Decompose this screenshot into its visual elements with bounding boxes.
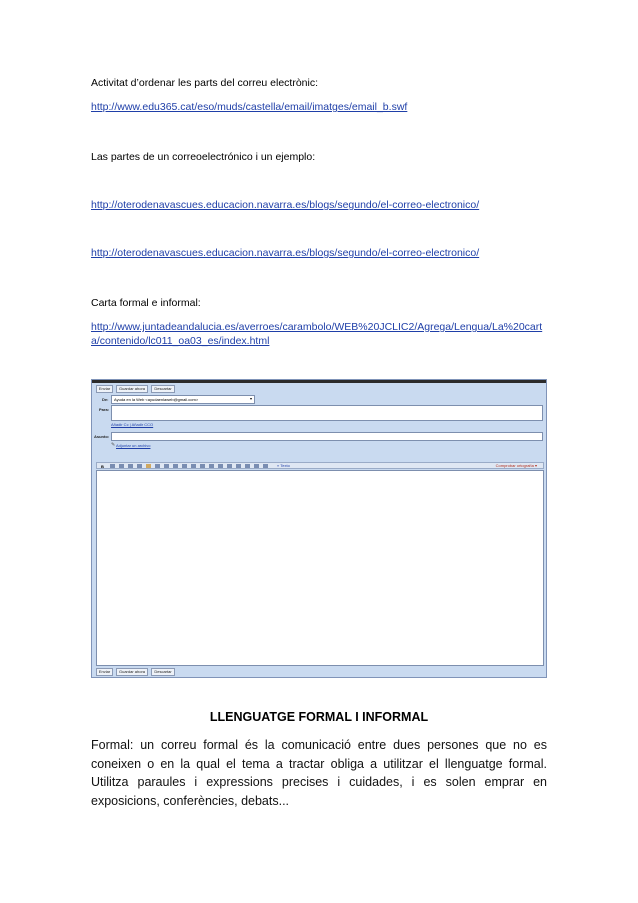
bold-icon[interactable]: B [101,464,104,469]
formal-paragraph: Formal: un correu formal és la comunicació entre dues persones que no es coneixen o en la qual el tema a tractar obliga a utilitzar el llenguatge formal. Utilitza paraules i expressions precises i cuidades, i es solen emprar en exposicions, conferències, debats... [91,738,547,808]
from-label: De: [102,397,109,402]
screenshot-top-border [92,380,546,383]
italic-icon[interactable] [110,464,115,468]
from-value: Ayuda en la Web <ayudaenlaweb@gmail.com> [114,397,199,402]
text-color-icon[interactable] [146,464,151,468]
send-button[interactable]: Enviar [96,385,113,393]
send-button-bottom[interactable]: Enviar [96,668,113,676]
from-select[interactable] [111,395,255,404]
link-juntadeandalucia[interactable]: http://www.juntadeandalucia.es/averroes/carambolo/WEB%20JCLIC2/Agrega/Lengua/La%20carta/contenido/lc011_oa03_es/index.html [91,321,543,347]
link-otero-2[interactable]: http://oterodenavascues.educacion.navarra.es/blogs/segundo/el-correo-electronico/ [91,247,480,259]
align-left-icon[interactable] [227,464,232,468]
paperclip-icon: ✎ [111,442,116,448]
bullet-list-icon[interactable] [191,464,196,468]
numbered-list-icon[interactable] [182,464,187,468]
underline-icon[interactable] [119,464,124,468]
indent-less-icon[interactable] [200,464,205,468]
spellcheck-link[interactable]: Comprobar ortografía ▾ [495,463,537,468]
chevron-down-icon: ▾ [249,396,252,401]
align-right-icon[interactable] [245,464,250,468]
section-heading: LLENGUATGE FORMAL I INFORMAL [209,710,429,724]
font-icon[interactable] [128,464,133,468]
add-cc-links[interactable]: Añadir Cc | Añadir CCO [111,422,154,427]
save-button-bottom[interactable]: Guardar ahora [116,668,148,676]
link-otero-1[interactable]: http://oterodenavascues.educacion.navarra.es/blogs/segundo/el-correo-electronico/ [91,199,480,211]
quote-icon[interactable] [218,464,223,468]
remove-format-icon[interactable] [263,464,268,468]
link-edu365[interactable]: http://www.edu365.cat/eso/muds/castella/email/imatges/email_b.swf [91,101,408,113]
email-parts-intro: Las partes de un correoelectrónico i un ejemplo: [91,151,316,163]
letter-intro: Carta formal e informal: [91,297,201,309]
rtl-icon[interactable] [254,464,259,468]
indent-more-icon[interactable] [209,464,214,468]
plain-text-link[interactable]: « Texto [277,463,290,468]
save-button[interactable]: Guardar ahora [116,385,148,393]
subject-input[interactable] [111,432,543,441]
formatting-toolbar [96,462,544,469]
activity-intro: Activitat d’ordenar les parts del correu electrònic: [91,77,319,89]
discard-button[interactable]: Descartar [151,385,175,393]
link-icon[interactable] [173,464,178,468]
to-input[interactable] [111,405,543,421]
discard-button-bottom[interactable]: Descartar [151,668,175,676]
message-body-editor[interactable] [96,470,544,666]
subject-label: Asunto: [94,434,110,439]
email-compose-screenshot [91,379,547,678]
highlight-icon[interactable] [155,464,160,468]
to-label: Para: [99,407,110,412]
smiley-icon[interactable] [164,464,169,468]
font-size-icon[interactable] [137,464,142,468]
align-center-icon[interactable] [236,464,241,468]
attach-file-link[interactable]: Adjuntar un archivo [116,443,151,448]
